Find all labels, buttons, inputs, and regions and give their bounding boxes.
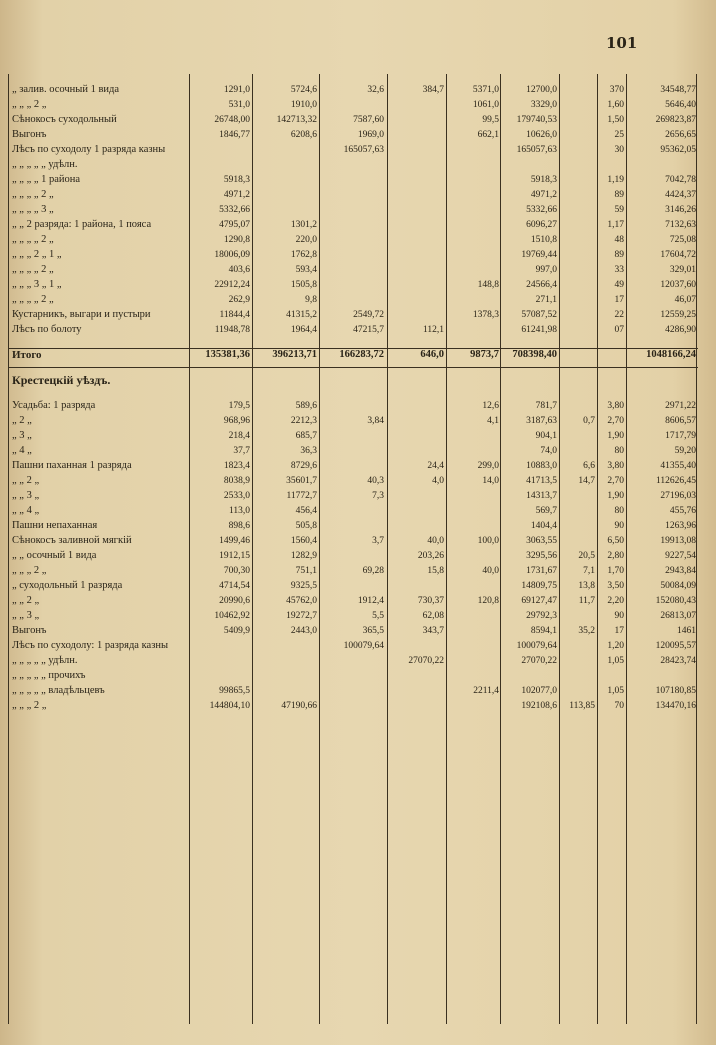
- cell-value: 3,50: [607, 581, 624, 591]
- cell-value: 11948,78: [214, 325, 250, 335]
- cell-value: 1969,0: [357, 130, 384, 140]
- cell-value: 1,05: [607, 656, 624, 666]
- row-label: „ суходольный 1 разряда: [12, 580, 123, 591]
- cell-value: 20,5: [578, 551, 595, 561]
- cell-value: 5,5: [372, 611, 384, 621]
- cell-value: 165057,63: [343, 145, 384, 155]
- cell-value: 1404,4: [530, 521, 557, 531]
- cell-value: 1,19: [607, 175, 624, 185]
- cell-value: 9,8: [305, 295, 317, 305]
- row-label: „ „ „ „ 1 района: [12, 174, 81, 185]
- cell-value: 203,26: [417, 551, 444, 561]
- row-label: „ „ „ „ „ владѣльцевъ: [12, 685, 105, 696]
- row-label: „ залив. осочный 1 вида: [12, 84, 120, 95]
- row-label: „ „ „ „ 2 „: [12, 234, 54, 245]
- total-value: 1048166,24: [646, 349, 696, 360]
- cell-value: 343,7: [422, 626, 444, 636]
- cell-value: 15,8: [427, 566, 444, 576]
- row-label: „ „ 3 „: [12, 490, 40, 501]
- cell-value: 1823,4: [223, 461, 250, 471]
- column-rule: [559, 74, 560, 1024]
- cell-value: 59,20: [674, 446, 696, 456]
- cell-value: 112,1: [422, 325, 444, 335]
- cell-value: 26748,00: [214, 115, 250, 125]
- cell-value: 113,85: [569, 701, 595, 711]
- row-label: „ „ „ 2 „ 1 „: [12, 249, 62, 260]
- row-label: Кустарникъ, выгари и пустыри: [12, 309, 151, 320]
- cell-value: 5409,9: [223, 626, 250, 636]
- cell-value: 46,07: [674, 295, 696, 305]
- cell-value: 17: [614, 295, 624, 305]
- cell-value: 28423,74: [660, 656, 696, 666]
- cell-value: 1,70: [607, 566, 624, 576]
- row-label: „ „ 2 разряда: 1 района, 1 пояса: [12, 219, 152, 230]
- row-label: Пашни паханная 1 разряда: [12, 460, 132, 471]
- cell-value: 1,60: [607, 100, 624, 110]
- cell-value: 35601,7: [286, 476, 317, 486]
- column-rule: [446, 74, 447, 1024]
- cell-value: 6208,6: [290, 130, 317, 140]
- cell-value: 22: [614, 310, 624, 320]
- cell-value: 1378,3: [472, 310, 499, 320]
- cell-value: 4971,2: [223, 190, 250, 200]
- cell-value: 455,76: [669, 506, 696, 516]
- column-rule: [319, 74, 320, 1024]
- cell-value: 33: [614, 265, 624, 275]
- total-value: 9873,7: [470, 349, 499, 360]
- total-label: Итого: [12, 349, 42, 361]
- cell-value: 1731,67: [526, 566, 557, 576]
- row-label: „ „ „ „ „ удѣлн.: [12, 655, 78, 666]
- row-label: „ „ 4 „: [12, 505, 40, 516]
- cell-value: 1912,15: [219, 551, 250, 561]
- cell-value: 74,0: [540, 446, 557, 456]
- cell-value: 40,3: [367, 476, 384, 486]
- cell-value: 456,4: [295, 506, 317, 516]
- row-label: „ 4 „: [12, 445, 32, 456]
- cell-value: 120,8: [477, 596, 499, 606]
- cell-value: 41713,5: [526, 476, 557, 486]
- row-label: „ „ „ 3 „ 1 „: [12, 279, 62, 290]
- cell-value: 8729,6: [290, 461, 317, 471]
- cell-value: 69,28: [362, 566, 384, 576]
- cell-value: 531,0: [228, 100, 250, 110]
- cell-value: 5371,0: [472, 85, 499, 95]
- cell-value: 48: [614, 235, 624, 245]
- cell-value: 11772,7: [286, 491, 317, 501]
- cell-value: 7,3: [372, 491, 384, 501]
- cell-value: 7587,60: [353, 115, 384, 125]
- cell-value: 3329,0: [530, 100, 557, 110]
- cell-value: 403,6: [228, 265, 250, 275]
- page-number: 101: [606, 34, 638, 52]
- row-label: Выгонъ: [12, 129, 47, 140]
- cell-value: 99,5: [482, 115, 499, 125]
- total-value: 135381,36: [205, 349, 250, 360]
- cell-value: 3,80: [607, 401, 624, 411]
- cell-value: 24566,4: [526, 280, 557, 290]
- cell-value: 1061,0: [472, 100, 499, 110]
- cell-value: 2971,22: [665, 401, 696, 411]
- cell-value: 14313,7: [526, 491, 557, 501]
- cell-value: 730,37: [417, 596, 444, 606]
- cell-value: 5918,3: [530, 175, 557, 185]
- rotated-statistical-table: [8, 74, 698, 1024]
- cell-value: 19272,7: [286, 611, 317, 621]
- cell-value: 107180,85: [655, 686, 696, 696]
- cell-value: 47215,7: [353, 325, 384, 335]
- cell-value: 662,1: [477, 130, 499, 140]
- cell-value: 4286,90: [665, 325, 696, 335]
- cell-value: 19769,44: [521, 250, 557, 260]
- cell-value: 90: [614, 521, 624, 531]
- cell-value: 1290,8: [223, 235, 250, 245]
- cell-value: 99865,5: [219, 686, 250, 696]
- cell-value: 24,4: [427, 461, 444, 471]
- cell-value: 36,3: [300, 446, 317, 456]
- cell-value: 59: [614, 205, 624, 215]
- cell-value: 12700,0: [526, 85, 557, 95]
- cell-value: 384,7: [422, 85, 444, 95]
- cell-value: 1301,2: [290, 220, 317, 230]
- cell-value: 13,8: [578, 581, 595, 591]
- cell-value: 7,1: [583, 566, 595, 576]
- cell-value: 904,1: [535, 431, 557, 441]
- cell-value: 3187,63: [526, 416, 557, 426]
- column-rule: [597, 74, 598, 1024]
- cell-value: 1762,8: [290, 250, 317, 260]
- cell-value: 32,6: [367, 85, 384, 95]
- cell-value: 1263,96: [665, 521, 696, 531]
- cell-value: 2212,3: [290, 416, 317, 426]
- cell-value: 192108,6: [521, 701, 557, 711]
- cell-value: 22912,24: [214, 280, 250, 290]
- cell-value: 10462,92: [214, 611, 250, 621]
- cell-value: 3,80: [607, 461, 624, 471]
- row-label: „ „ „ „ 3 „: [12, 204, 54, 215]
- cell-value: 18006,09: [214, 250, 250, 260]
- cell-value: 5918,3: [223, 175, 250, 185]
- cell-value: 47190,66: [281, 701, 317, 711]
- row-label: Лѣсъ по суходолу 1 разряда казны: [12, 144, 166, 155]
- cell-value: 57087,52: [521, 310, 557, 320]
- cell-value: 70: [614, 701, 624, 711]
- cell-value: 179740,53: [516, 115, 557, 125]
- cell-value: 41315,2: [286, 310, 317, 320]
- cell-value: 898,6: [228, 521, 250, 531]
- cell-value: 112626,45: [655, 476, 696, 486]
- cell-value: 1,05: [607, 686, 624, 696]
- cell-value: 2,80: [607, 551, 624, 561]
- cell-value: 5724,6: [290, 85, 317, 95]
- row-label: „ „ „ „ „ удѣлн.: [12, 159, 78, 170]
- cell-value: 1912,4: [357, 596, 384, 606]
- cell-value: 4424,37: [665, 190, 696, 200]
- cell-value: 725,08: [669, 235, 696, 245]
- cell-value: 5646,40: [665, 100, 696, 110]
- cell-value: 1499,46: [219, 536, 250, 546]
- cell-value: 144804,10: [209, 701, 250, 711]
- row-label: „ „ „ „ 2 „: [12, 264, 54, 275]
- rule-after-total: [8, 367, 698, 368]
- cell-value: 593,4: [295, 265, 317, 275]
- row-label: „ 2 „: [12, 415, 32, 426]
- section-heading: Крестецкій уѣздъ.: [12, 373, 111, 387]
- cell-value: 12,6: [482, 401, 499, 411]
- cell-value: 62,08: [422, 611, 444, 621]
- cell-value: 751,1: [295, 566, 317, 576]
- cell-value: 152080,43: [655, 596, 696, 606]
- cell-value: 3,84: [367, 416, 384, 426]
- cell-value: 41355,40: [660, 461, 696, 471]
- cell-value: 4795,07: [219, 220, 250, 230]
- cell-value: 19913,08: [660, 536, 696, 546]
- cell-value: 165057,63: [516, 145, 557, 155]
- cell-value: 329,01: [669, 265, 696, 275]
- row-label: „ 3 „: [12, 430, 32, 441]
- cell-value: 11,7: [578, 596, 595, 606]
- column-rule: [189, 74, 190, 1024]
- cell-value: 95362,05: [660, 145, 696, 155]
- cell-value: 0,7: [583, 416, 595, 426]
- cell-value: 100,0: [477, 536, 499, 546]
- cell-value: 968,96: [223, 416, 250, 426]
- cell-value: 2211,4: [473, 686, 499, 696]
- cell-value: 9227,54: [665, 551, 696, 561]
- cell-value: 505,8: [295, 521, 317, 531]
- cell-value: 220,0: [295, 235, 317, 245]
- cell-value: 27070,22: [521, 656, 557, 666]
- cell-value: 271,1: [535, 295, 557, 305]
- row-label: „ „ 2 „: [12, 595, 40, 606]
- cell-value: 30: [614, 145, 624, 155]
- cell-value: 26813,07: [660, 611, 696, 621]
- total-value: 166283,72: [339, 349, 384, 360]
- cell-value: 89: [614, 190, 624, 200]
- cell-value: 4,0: [432, 476, 444, 486]
- cell-value: 781,7: [535, 401, 557, 411]
- cell-value: 370: [609, 85, 624, 95]
- cell-value: 8038,9: [223, 476, 250, 486]
- cell-value: 14,7: [578, 476, 595, 486]
- total-value: 396213,71: [272, 349, 317, 360]
- total-value: 646,0: [420, 349, 444, 360]
- cell-value: 5332,66: [219, 205, 250, 215]
- cell-value: 2,70: [607, 416, 624, 426]
- row-label: Выгонъ: [12, 625, 47, 636]
- cell-value: 10626,0: [526, 130, 557, 140]
- row-label: „ „ осочный 1 вида: [12, 550, 97, 561]
- cell-value: 1964,4: [290, 325, 317, 335]
- cell-value: 3,7: [372, 536, 384, 546]
- cell-value: 89: [614, 250, 624, 260]
- cell-value: 90: [614, 611, 624, 621]
- cell-value: 1,50: [607, 115, 624, 125]
- cell-value: 4714,54: [219, 581, 250, 591]
- cell-value: 1,90: [607, 491, 624, 501]
- row-label: „ „ „ 2 „: [12, 99, 47, 110]
- cell-value: 2656,65: [665, 130, 696, 140]
- cell-value: 2533,0: [223, 491, 250, 501]
- cell-value: 7042,78: [665, 175, 696, 185]
- row-label: „ „ „ „ 2 „: [12, 189, 54, 200]
- cell-value: 50084,09: [660, 581, 696, 591]
- cell-value: 1505,8: [290, 280, 317, 290]
- cell-value: 218,4: [228, 431, 250, 441]
- cell-value: 148,8: [477, 280, 499, 290]
- row-label: Лѣсъ по суходолу: 1 разряда казны: [12, 640, 169, 651]
- row-label: „ „ 2 „: [12, 475, 40, 486]
- cell-value: 61241,98: [521, 325, 557, 335]
- cell-value: 34548,77: [660, 85, 696, 95]
- cell-value: 1510,8: [530, 235, 557, 245]
- cell-value: 7132,63: [665, 220, 696, 230]
- cell-value: 20990,6: [219, 596, 250, 606]
- row-label: „ „ „ „ 2 „: [12, 294, 54, 305]
- column-rule: [626, 74, 627, 1024]
- cell-value: 5332,66: [526, 205, 557, 215]
- cell-value: 2943,84: [665, 566, 696, 576]
- cell-value: 3295,56: [526, 551, 557, 561]
- cell-value: 4,1: [487, 416, 499, 426]
- cell-value: 134470,16: [655, 701, 696, 711]
- cell-value: 1,90: [607, 431, 624, 441]
- cell-value: 700,30: [223, 566, 250, 576]
- row-label: „ „ „ „ „ прочихъ: [12, 670, 86, 681]
- row-label: Пашни непаханная: [12, 520, 98, 531]
- cell-value: 07: [614, 325, 624, 335]
- cell-value: 299,0: [477, 461, 499, 471]
- cell-value: 569,7: [535, 506, 557, 516]
- cell-value: 269823,87: [655, 115, 696, 125]
- cell-value: 27070,22: [408, 656, 444, 666]
- cell-value: 3146,26: [665, 205, 696, 215]
- row-label: Усадьба: 1 разряда: [12, 400, 96, 411]
- cell-value: 9325,5: [290, 581, 317, 591]
- cell-value: 1282,9: [290, 551, 317, 561]
- cell-value: 1,20: [607, 641, 624, 651]
- cell-value: 1910,0: [290, 100, 317, 110]
- cell-value: 80: [614, 506, 624, 516]
- cell-value: 49: [614, 280, 624, 290]
- cell-value: 35,2: [578, 626, 595, 636]
- cell-value: 14809,75: [521, 581, 557, 591]
- cell-value: 142713,32: [276, 115, 317, 125]
- cell-value: 69127,47: [521, 596, 557, 606]
- cell-value: 113,0: [228, 506, 250, 516]
- cell-value: 80: [614, 446, 624, 456]
- cell-value: 6096,27: [526, 220, 557, 230]
- cell-value: 40,0: [482, 566, 499, 576]
- column-rule: [387, 74, 388, 1024]
- total-value: 708398,40: [512, 349, 557, 360]
- cell-value: 1717,79: [665, 431, 696, 441]
- cell-value: 2549,72: [353, 310, 384, 320]
- row-label: Сѣнокосъ заливной мягкій: [12, 535, 132, 546]
- bottom-rule: [696, 74, 697, 1024]
- cell-value: 27196,03: [660, 491, 696, 501]
- cell-value: 29792,3: [526, 611, 557, 621]
- row-label: „ „ „ 2 „: [12, 565, 47, 576]
- cell-value: 40,0: [427, 536, 444, 546]
- cell-value: 25: [614, 130, 624, 140]
- cell-value: 1291,0: [223, 85, 250, 95]
- cell-value: 1560,4: [290, 536, 317, 546]
- cell-value: 3063,55: [526, 536, 557, 546]
- column-rule: [252, 74, 253, 1024]
- cell-value: 2,20: [607, 596, 624, 606]
- cell-value: 100079,64: [516, 641, 557, 651]
- cell-value: 12559,25: [660, 310, 696, 320]
- cell-value: 14,0: [482, 476, 499, 486]
- row-label: Лѣсъ по болоту: [12, 324, 82, 335]
- cell-value: 17604,72: [660, 250, 696, 260]
- cell-value: 179,5: [228, 401, 250, 411]
- cell-value: 6,50: [607, 536, 624, 546]
- cell-value: 2,70: [607, 476, 624, 486]
- row-label: „ „ „ 2 „: [12, 700, 47, 711]
- cell-value: 17: [614, 626, 624, 636]
- cell-value: 10883,0: [526, 461, 557, 471]
- cell-value: 1846,77: [219, 130, 250, 140]
- row-label: Сѣнокосъ суходольный: [12, 114, 117, 125]
- cell-value: 6,6: [583, 461, 595, 471]
- cell-value: 589,6: [295, 401, 317, 411]
- cell-value: 37,7: [233, 446, 250, 456]
- column-rule: [500, 74, 501, 1024]
- cell-value: 1,17: [607, 220, 624, 230]
- top-rule: [8, 74, 9, 1024]
- cell-value: 4971,2: [530, 190, 557, 200]
- cell-value: 1461: [677, 626, 696, 636]
- cell-value: 997,0: [535, 265, 557, 275]
- cell-value: 8594,1: [530, 626, 557, 636]
- cell-value: 102077,0: [521, 686, 557, 696]
- cell-value: 262,9: [228, 295, 250, 305]
- cell-value: 45762,0: [286, 596, 317, 606]
- cell-value: 685,7: [295, 431, 317, 441]
- cell-value: 8606,57: [665, 416, 696, 426]
- row-label: „ „ 3 „: [12, 610, 40, 621]
- cell-value: 120095,57: [655, 641, 696, 651]
- cell-value: 11844,4: [219, 310, 250, 320]
- cell-value: 2443,0: [290, 626, 317, 636]
- cell-value: 12037,60: [660, 280, 696, 290]
- cell-value: 100079,64: [343, 641, 384, 651]
- cell-value: 365,5: [362, 626, 384, 636]
